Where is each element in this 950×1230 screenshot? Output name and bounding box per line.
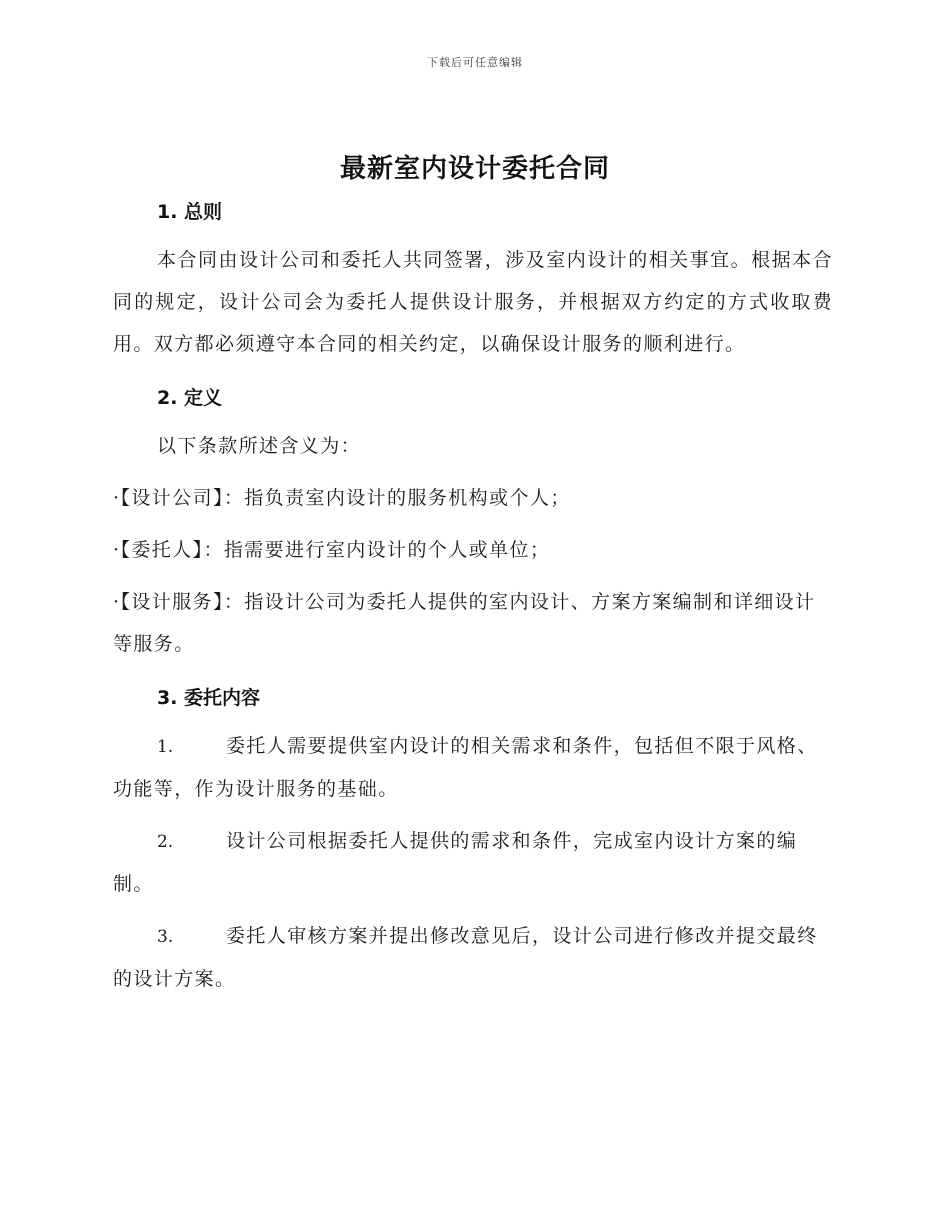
definition-item: ·【委托人】：指需要进行室内设计的个人或单位；	[113, 539, 551, 561]
definition-item: ·【设计公司】：指负责室内设计的服务机构或个人；	[113, 487, 571, 509]
section-heading-definitions: 2. 定义	[157, 387, 223, 409]
section-heading-scope: 3. 委托内容	[157, 687, 261, 709]
scope-item-text: 设计公司根据委托人提供的需求和条件，完成室内设计方案的编制。	[113, 830, 798, 895]
scope-item-number: 3.	[157, 927, 174, 947]
scope-item-text: 委托人需要提供室内设计的相关需求和条件，包括但不限于风格、功能等，作为设计服务的基础。	[113, 735, 818, 800]
scope-item-text: 委托人审核方案并提出修改意见后，设计公司进行修改并提交最终的设计方案。	[113, 925, 818, 990]
section-paragraph-general: 本合同由设计公司和委托人共同签署，涉及室内设计的相关事宜。根据本合同的规定，设计公司会为委托人提供设计服务，并根据双方约定的方式收取费用。双方都必须遵守本合同的相关约定，以确保设计服务的顺利进行。	[113, 249, 833, 355]
definition-item: ·【设计服务】：指设计公司为委托人提供的室内设计、方案方案编制和详细设计等服务。	[113, 591, 816, 655]
document-title: 最新室内设计委托合同	[339, 154, 610, 184]
definitions-intro: 以下条款所述含义为：	[157, 435, 362, 457]
scope-item-number: 1.	[157, 737, 174, 757]
document-body	[113, 195, 833, 1000]
header-note: 下载后可任意编辑	[427, 56, 523, 69]
scope-item	[113, 820, 833, 905]
scope-item-number: 2.	[157, 832, 174, 852]
scope-item	[113, 725, 833, 810]
section-heading-general: 1. 总则	[157, 201, 223, 223]
scope-item	[113, 915, 833, 1000]
